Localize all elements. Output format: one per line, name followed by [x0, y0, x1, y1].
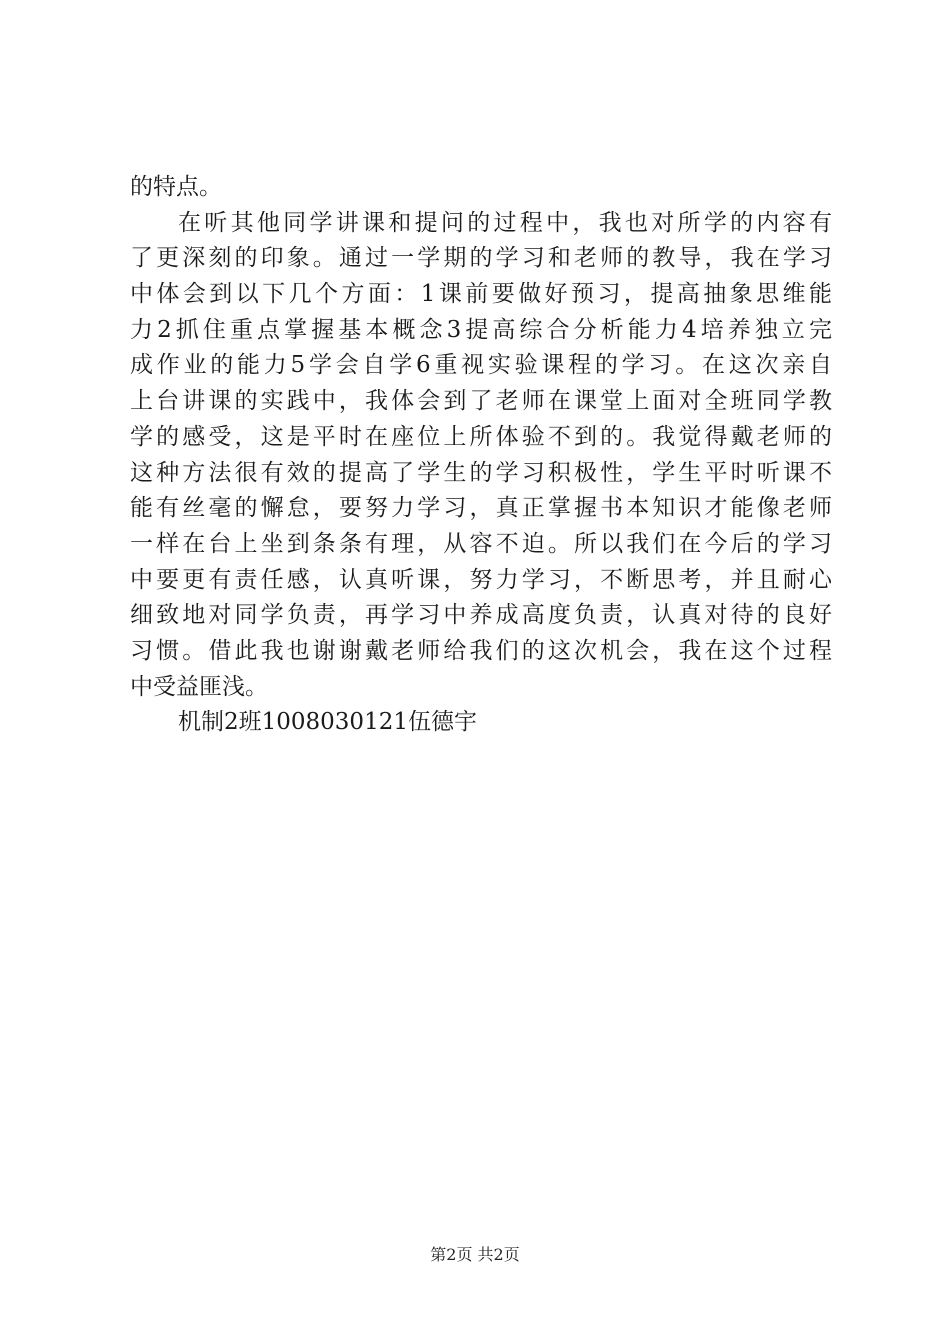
text-line: 中体会到以下几个方面：1课前要做好预习，提高抽象思维能 — [130, 281, 832, 308]
text-line: 这种方法很有效的提高了学生的学习积极性，学生平时听课不 — [130, 459, 832, 486]
text-line: 力2抓住重点掌握基本概念3提高综合分析能力4培养独立完 — [130, 316, 832, 343]
text-line: 习惯。借此我也谢谢戴老师给我们的这次机会，我在这个过程 — [130, 637, 832, 664]
text-line: 学的感受，这是平时在座位上所体验不到的。我觉得戴老师的 — [130, 423, 832, 450]
text-line: 上台讲课的实践中，我体会到了老师在课堂上面对全班同学教 — [130, 388, 832, 415]
page-number: 第2页 共2页 — [430, 1245, 520, 1264]
text-line: 细致地对同学负责，再学习中养成高度负责，认真对待的良好 — [130, 602, 832, 629]
text-line: 的特点。 — [130, 174, 222, 200]
author-signature: 机制2班1008030121伍德宇 — [178, 709, 477, 736]
text-line: 了更深刻的印象。通过一学期的学习和老师的教导，我在学习 — [130, 245, 832, 272]
text-line: 成作业的能力5学会自学6重视实验课程的学习。在这次亲自 — [130, 352, 832, 379]
text-line: 在听其他同学讲课和提问的过程中，我也对所学的内容有 — [178, 209, 832, 236]
text-line: 一样在台上坐到条条有理，从容不迫。所以我们在今后的学习 — [130, 530, 832, 557]
page-footer — [0, 1244, 950, 1266]
text-line: 中受益匪浅。 — [130, 673, 268, 700]
text-line: 能有丝毫的懈怠，要努力学习，真正掌握书本知识才能像老师 — [130, 495, 832, 522]
text-line: 中要更有责任感，认真听课，努力学习，不断思考，并且耐心 — [130, 566, 832, 593]
document-body — [130, 170, 832, 741]
